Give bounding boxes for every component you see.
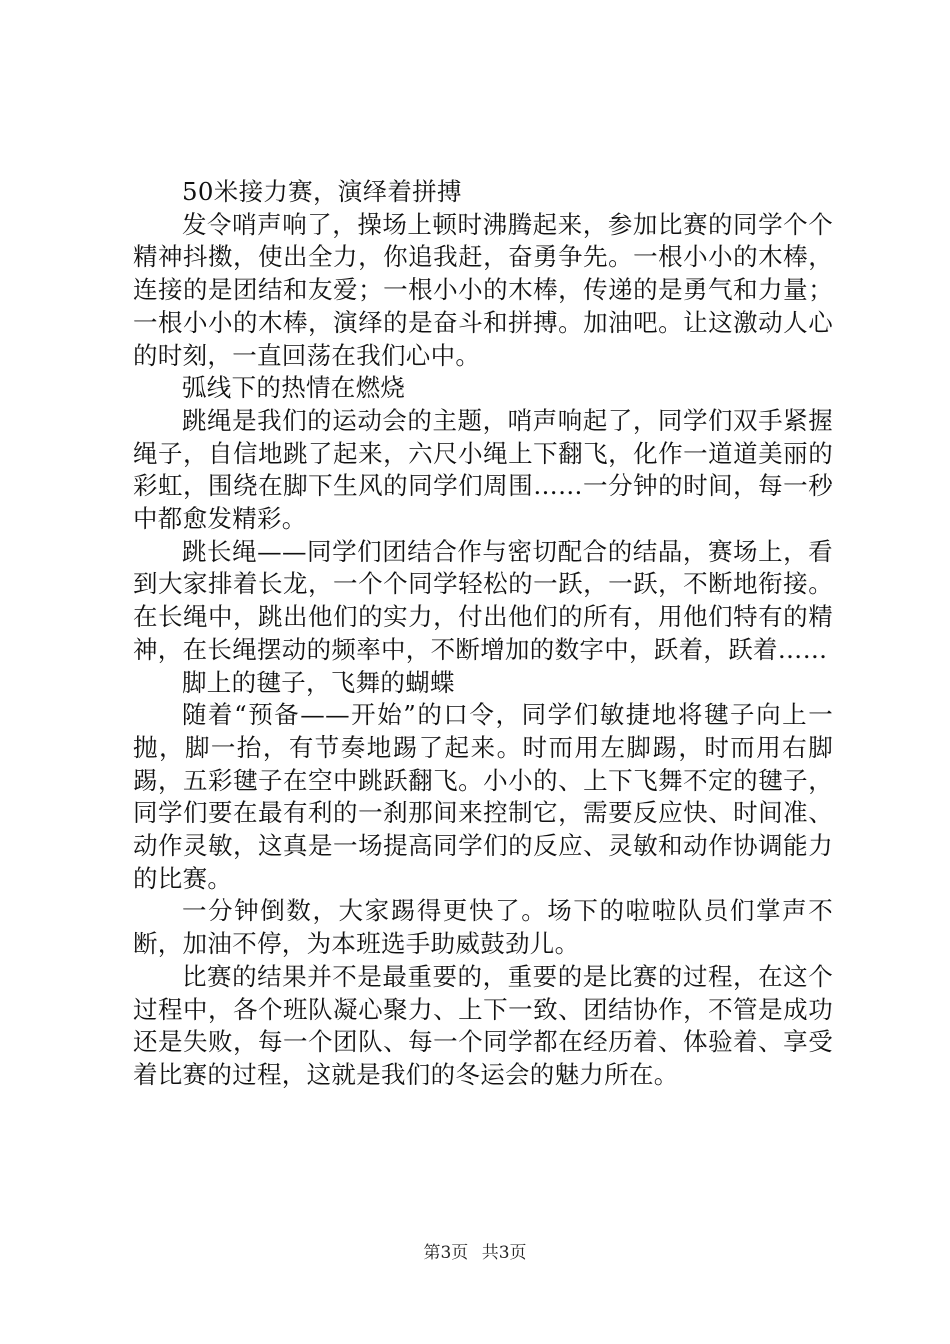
page-footer [0, 1243, 950, 1263]
paragraph-countdown: 一分钟倒数，大家踢得更快了。场下的啦啦队员们掌声不断，加油不停，为本班选手助威鼓劲儿。 [133, 896, 833, 959]
article-body [133, 176, 833, 1092]
page-total: 共3页 [481, 1243, 527, 1263]
paragraph-long-rope: 跳长绳——同学们团结合作与密切配合的结晶，赛场上，看到大家排着长龙，一个个同学轻松的一跃，一跃，不断地衔接。在长绳中，跳出他们的实力，付出他们的所有，用他们特有的精神，在长绳摆动的频率中，不断增加的数字中，跃着，跃着…… [133, 536, 833, 664]
paragraph-conclusion: 比赛的结果并不是最重要的，重要的是比赛的过程，在这个过程中，各个班队凝心聚力、上下一致、团结协作，不管是成功还是失败，每一个团队、每一个同学都在经历着、体验着、享受着比赛的过程，这就是我们的冬运会的魅力所在。 [133, 961, 833, 1089]
paragraph-relay: 发令哨声响了，操场上顿时沸腾起来，参加比赛的同学个个精神抖擞，使出全力，你追我赶，奋勇争先。一根小小的木棒，连接的是团结和友爱；一根小小的木棒，传递的是勇气和力量；一根小小的木棒，演绎的是奋斗和拼搏。加油吧。让这激动人心的时刻，一直回荡在我们心中。 [133, 209, 833, 370]
section-heading-shuttlecock: 脚上的毽子，飞舞的蝴蝶 [182, 667, 455, 697]
section-heading-relay: 50米接力赛，演绎着拼搏 [182, 177, 462, 206]
paragraph-rope: 跳绳是我们的运动会的主题，哨声响起了，同学们双手紧握绳子，自信地跳了起来，六尺小绳上下翻飞，化作一道道美丽的彩虹，围绕在脚下生风的同学们周围……一分钟的时间，每一秒中都愈发精彩。 [133, 405, 833, 534]
page-number: 第3页 [423, 1243, 469, 1263]
paragraph-shuttlecock: 随着“预备——开始”的口令，同学们敏捷地将毽子向上一抛，脚一抬，有节奏地踢了起来。时而用左脚踢，时而用右脚踢，五彩毽子在空中跳跃翻飞。小小的、上下飞舞不定的毽子，同学们要在最有利的一刹那间来控制它，需要反应快、时间准、动作灵敏，这真是一场提高同学们的反应、灵敏和动作协调能力的比赛。 [133, 700, 833, 893]
section-heading-rope: 弧线下的热情在燃烧 [182, 373, 406, 403]
